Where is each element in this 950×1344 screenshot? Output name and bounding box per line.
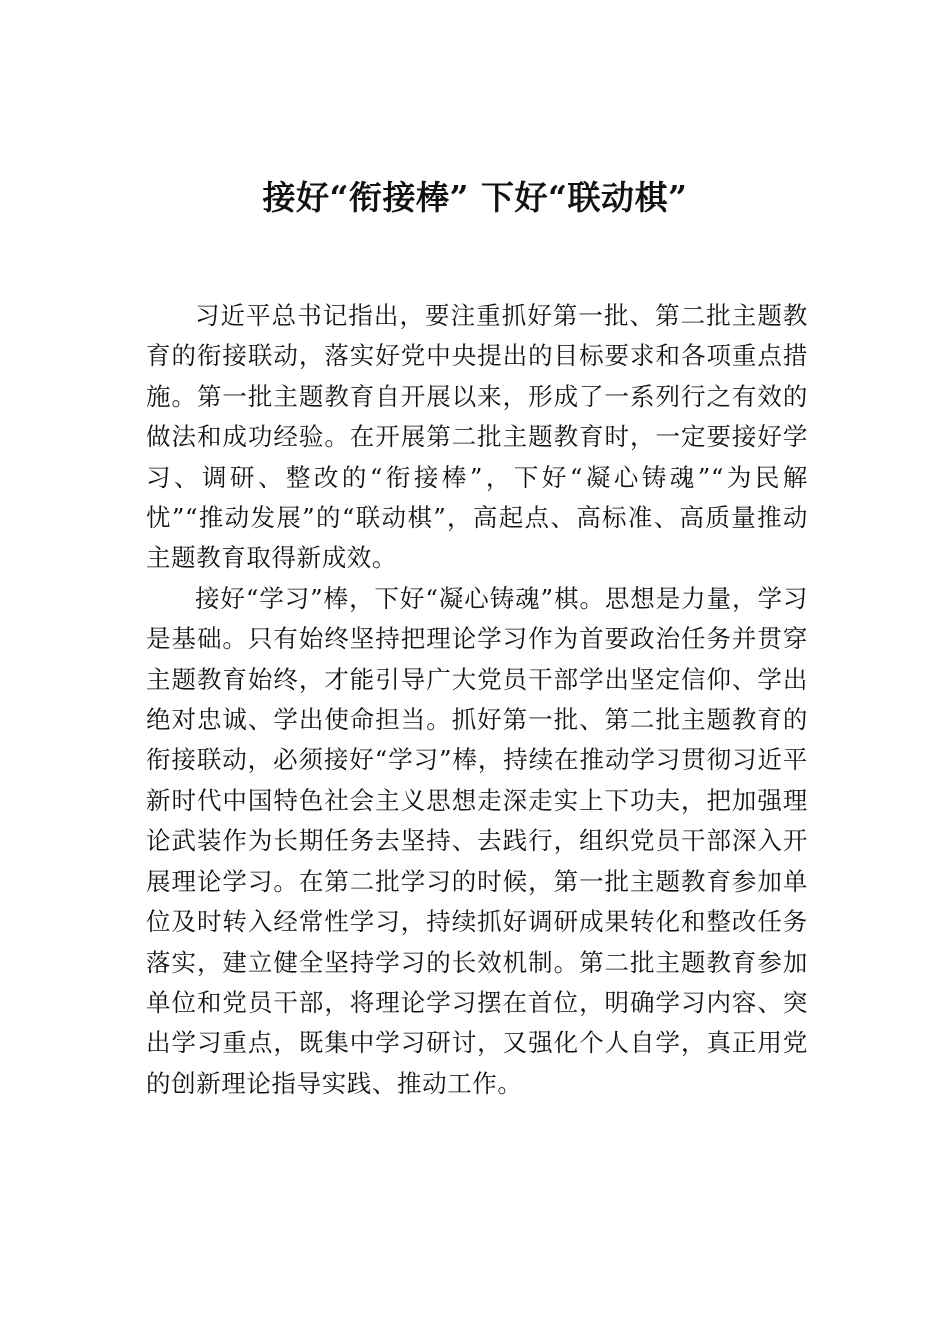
paragraph-1: 习近平总书记指出，要注重抓好第一批、第二批主题教育的衔接联动，落实好党中央提出的目标要求和各项重点措施。第一批主题教育自开展以来，形成了一系列行之有效的做法和成功经验。在开展第二批主题教育时，一定要接好学习、调研、整改的“衔接棒”，下好“凝心铸魂”“为民解忧”“推动发展”的“联动棋”，高起点、高标准、高质量推动主题教育取得新成效。 [146,301,808,573]
document-title: 接好“衔接棒” 下好“联动棋” [262,178,688,217]
document-body [146,296,808,1104]
paragraph-2: 接好“学习”棒，下好“凝心铸魂”棋。思想是力量，学习是基础。只有始终坚持把理论学习作为首要政治任务并贯穿主题教育始终，才能引导广大党员干部学出坚定信仰、学出绝对忠诚、学出使命担当。抓好第一批、第二批主题教育的衔接联动，必须接好“学习”棒，持续在推动学习贯彻习近平新时代中国特色社会主义思想走深走实上下功夫，把加强理论武装作为长期任务去坚持、去践行，组织党员干部深入开展理论学习。在第二批学习的时候，第一批主题教育参加单位及时转入经常性学习，持续抓好调研成果转化和整改任务落实，建立健全坚持学习的长效机制。第二批主题教育参加单位和党员干部，将理论学习摆在首位，明确学习内容、突出学习重点，既集中学习研讨，又强化个人自学，真正用党的创新理论指导实践、推动工作。 [146,583,808,1098]
